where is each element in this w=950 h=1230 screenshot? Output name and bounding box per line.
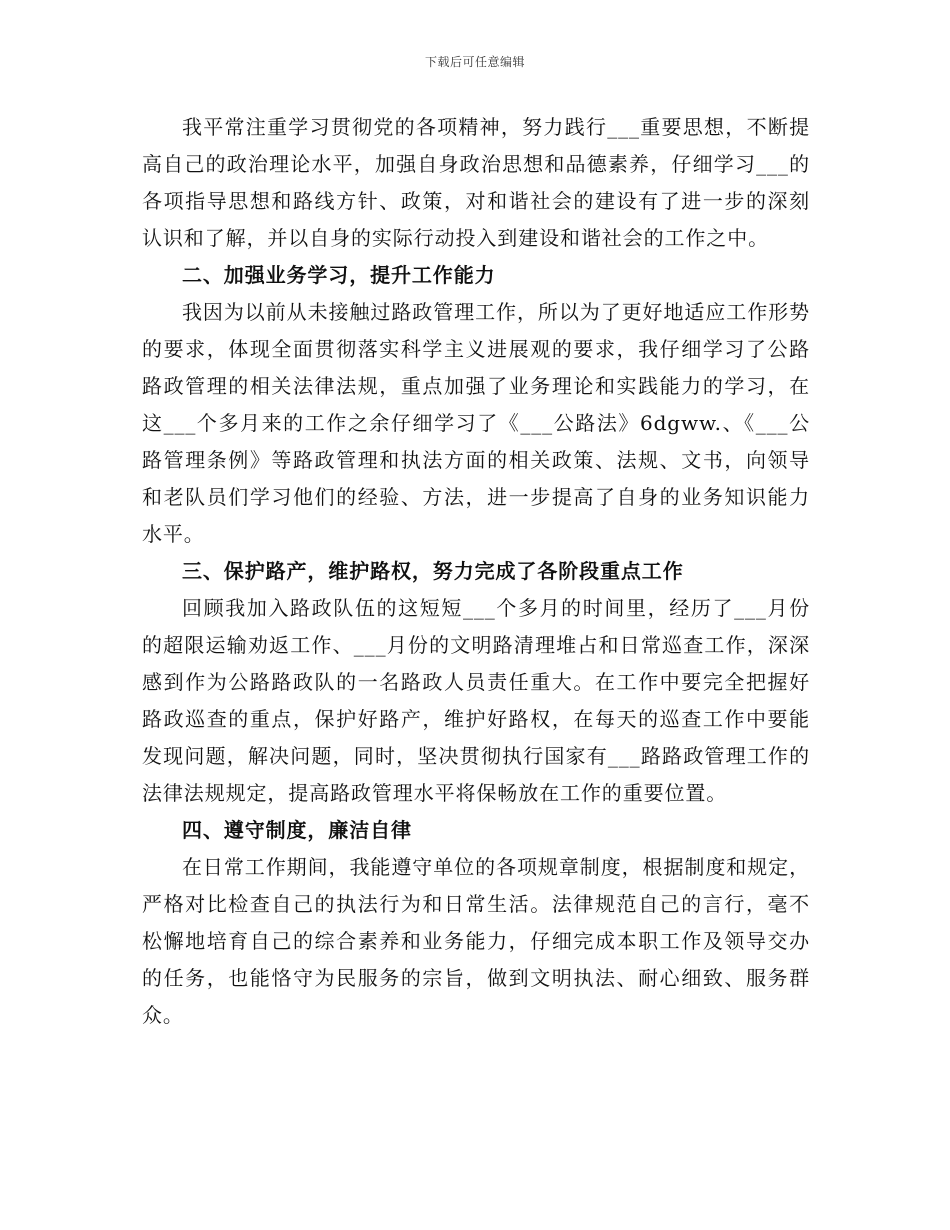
section-heading-discipline: 四、遵守制度，廉洁自律 — [182, 818, 412, 842]
paragraph-business-study: 我因为以前从未接触过路政管理工作，所以为了更好地适应工作形势的要求，体现全面贯彻落实科学主义进展观的要求，我仔细学习了公路路政管理的相关法律法规，重点加强了业务理论和实践能力的学习，在这___个多月来的工作之余仔细学习了《___公路法》6dgww.、《___公路管理条例》等路政管理和执法方面的相关政策、法规、文书，向领导和老队员们学习他们的经验、方法，进一步提高了自身的业务知识能力水平。 — [142, 300, 810, 546]
document-body — [142, 109, 810, 1034]
page-header-note: 下载后可任意编辑 — [424, 55, 525, 69]
paragraph-discipline: 在日常工作期间，我能遵守单位的各项规章制度，根据制度和规定，严格对比检查自己的执法行为和日常生活。法律规范自己的言行，毫不松懈地培育自己的综合素养和业务能力，仔细完成本职工作及领导交办的任务，也能恪守为民服务的宗旨，做到文明执法、耐心细致、服务群众。 — [142, 855, 810, 1027]
section-heading-business-study: 二、加强业务学习，提升工作能力 — [182, 263, 496, 287]
section-heading-road-protection: 三、保护路产，维护路权，努力完成了各阶段重点工作 — [182, 559, 684, 583]
paragraph-political-study: 我平常注重学习贯彻党的各项精神，努力践行___重要思想，不断提高自己的政治理论水平，加强自身政治思想和品德素养，仔细学习___的各项指导思想和路线方针、政策，对和谐社会的建设有了进一步的深刻认识和了解，并以自身的实际行动投入到建设和谐社会的工作之中。 — [142, 115, 810, 250]
paragraph-road-protection: 回顾我加入路政队伍的这短短___个多月的时间里，经历了___月份的超限运输劝返工作、___月份的文明路清理堆占和日常巡查工作，深深感到作为公路路政队的一名路政人员责任重大。在工作中要完全把握好路政巡查的重点，保护好路产，维护好路权，在每天的巡查工作中要能发现问题，解决问题，同时，坚决贯彻执行国家有___路路政管理工作的法律法规规定，提高路政管理水平将保畅放在工作的重要位置。 — [142, 596, 810, 805]
